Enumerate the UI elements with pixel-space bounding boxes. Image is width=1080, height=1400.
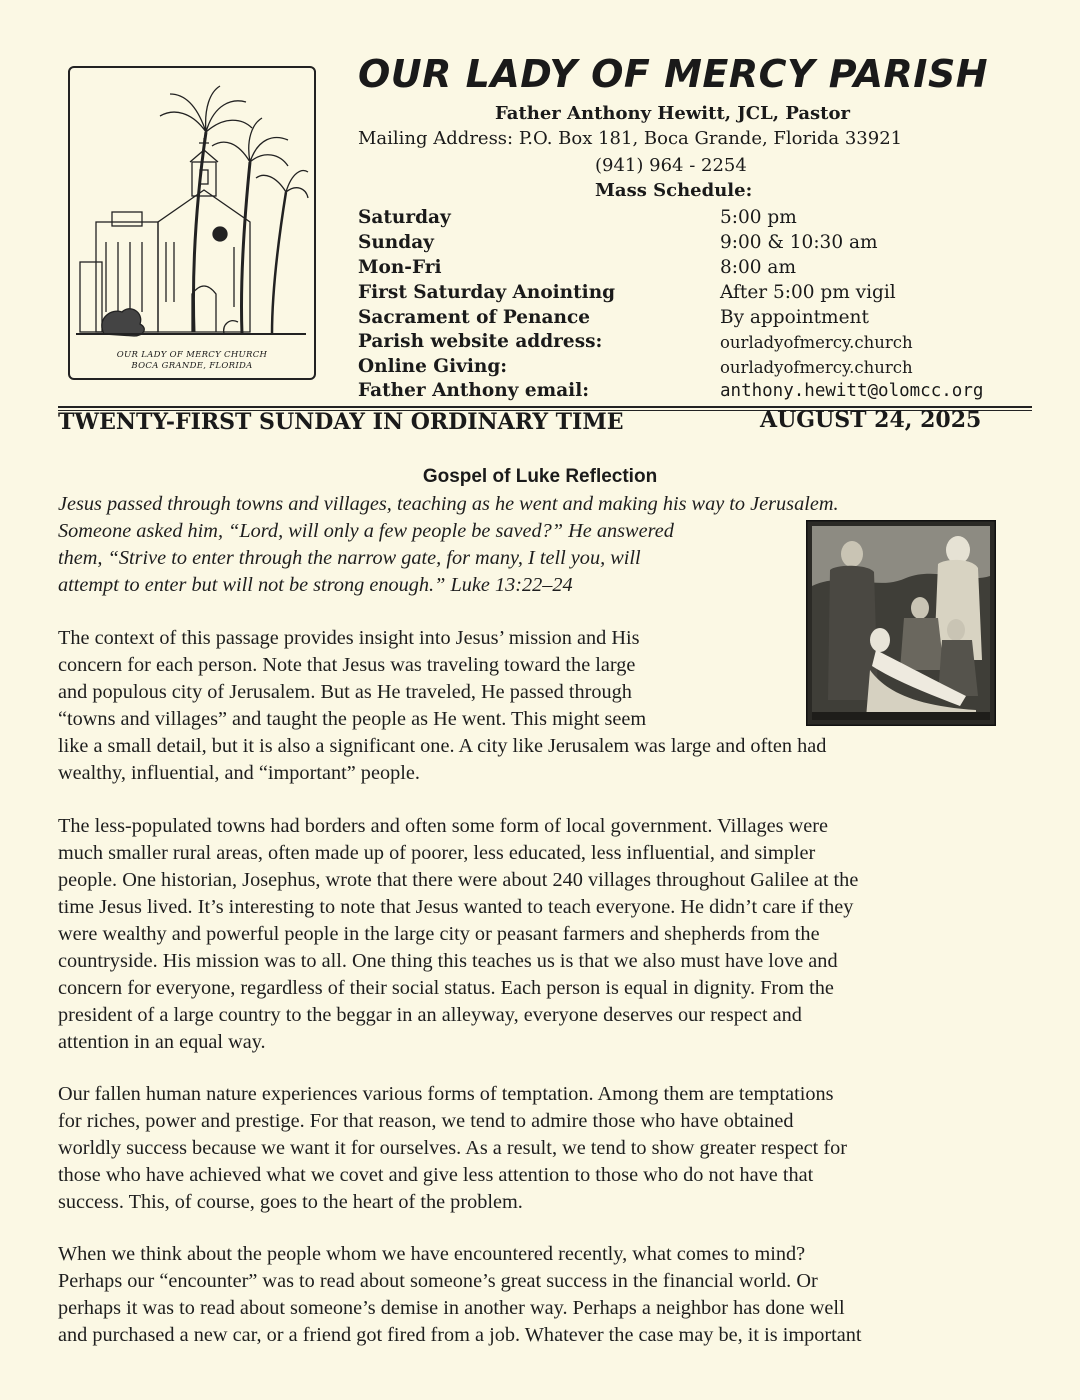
paragraph-line: wealthy, influential, and “important” people. <box>58 762 420 784</box>
schedule-row <box>358 232 1058 257</box>
paragraph-line: Perhaps our “encounter” was to read about someone’s great success in the financial world. Or <box>58 1270 818 1292</box>
email-link[interactable]: anthony.hewitt@olomcc.org <box>720 381 984 401</box>
paragraph-line: The less-populated towns had borders and often some form of local government. Villages were <box>58 815 829 837</box>
quote-line: Jesus passed through towns and villages, teaching as he went and making his way to Jerusalem. <box>58 493 839 515</box>
logo-caption <box>92 350 292 372</box>
paragraph-line: people. One historian, Josephus, wrote that there were about 240 villages throughout Galilee at the <box>58 869 859 891</box>
schedule-label: Online Giving: <box>358 356 508 377</box>
phone-number: (941) 964 - 2254 <box>595 155 747 176</box>
paragraph-line: time Jesus lived. It’s interesting to note that Jesus wanted to teach everyone. He didn’t care if they <box>58 896 854 918</box>
schedule-row <box>358 207 1058 232</box>
quote-line: them, “Strive to enter through the narrow gate, for many, I tell you, will <box>58 547 641 569</box>
schedule-label: Father Anthony email: <box>358 380 590 401</box>
schedule-label: Sunday <box>358 232 434 253</box>
schedule-label: Sacrament of Penance <box>358 307 590 328</box>
liturgical-sunday: TWENTY-FIRST SUNDAY IN ORDINARY TIME <box>58 409 624 435</box>
paragraph-line: and purchased a new car, or a friend got fired from a job. Whatever the case may be, it is important <box>58 1324 862 1346</box>
paragraph-line: concern for each person. Note that Jesus was traveling toward the large <box>58 654 636 676</box>
paragraph-line: and populous city of Jerusalem. But as He traveled, He passed through <box>58 681 632 703</box>
pieta-painting-icon <box>806 520 996 726</box>
paragraph-line: those who have achieved what we covet and give less attention to those who do not have that <box>58 1164 814 1186</box>
paragraph-line: Our fallen human nature experiences various forms of temptation. Among them are temptations <box>58 1083 834 1105</box>
schedule-value: After 5:00 pm vigil <box>720 282 896 303</box>
paragraph-line: “towns and villages” and taught the people as He went. This might seem <box>58 708 647 730</box>
quote-line: Someone asked him, “Lord, will only a few people be saved?” He answered <box>58 520 674 542</box>
quote-line: attempt to enter but will not be strong enough.” Luke 13:22–24 <box>58 574 573 596</box>
pastor-name: Father Anthony Hewitt, JCL, Pastor <box>495 103 850 124</box>
schedule-label: First Saturday Anointing <box>358 282 616 303</box>
schedule-row <box>358 257 1058 282</box>
church-logo <box>68 66 316 380</box>
online-giving-link[interactable]: ourladyofmercy.church <box>720 358 913 377</box>
schedule-row <box>358 356 1058 381</box>
schedule-value: 9:00 & 10:30 am <box>720 232 878 253</box>
paragraph-line: were wealthy and powerful people in the large city or peasant farmers and shepherds from the <box>58 923 820 945</box>
schedule-row <box>358 307 1058 332</box>
mass-schedule-title: Mass Schedule: <box>595 180 753 201</box>
mailing-address: Mailing Address: P.O. Box 181, Boca Grande, Florida 33921 <box>358 128 903 149</box>
schedule-row <box>358 380 1058 405</box>
schedule-label: Mon-Fri <box>358 257 442 278</box>
paragraph-line: countryside. His mission was to all. One thing this teaches us is that we also must have love and <box>58 950 838 972</box>
parish-title: OUR LADY OF MERCY PARISH <box>358 52 989 96</box>
church-drawing-icon <box>74 72 310 348</box>
schedule-row <box>358 282 1058 307</box>
paragraph-line: like a small detail, but it is also a significant one. A city like Jerusalem was large and often had <box>58 735 827 757</box>
paragraph-line: worldly success because we want it for ourselves. As a result, we tend to show greater respect for <box>58 1137 848 1159</box>
schedule-label: Saturday <box>358 207 451 228</box>
paragraph-line: president of a large country to the beggar in an alleyway, everyone deserves our respect and <box>58 1004 802 1026</box>
paragraph-line: When we think about the people whom we have encountered recently, what comes to mind? <box>58 1243 806 1265</box>
paragraph-line: The context of this passage provides insight into Jesus’ mission and His <box>58 627 640 649</box>
paragraph-line: success. This, of course, goes to the heart of the problem. <box>58 1191 523 1213</box>
reflection-title: Gospel of Luke Reflection <box>422 466 658 487</box>
logo-caption-line-1: OUR LADY OF MERCY CHURCH <box>116 350 268 360</box>
bulletin-date: AUGUST 24, 2025 <box>760 407 982 433</box>
paragraph-line: perhaps it was to read about someone’s demise in another way. Perhaps a neighbor has done well <box>58 1297 845 1319</box>
paragraph-line: for riches, power and prestige. For that reason, we tend to admire those who have obtained <box>58 1110 794 1132</box>
schedule-value: 8:00 am <box>720 257 796 278</box>
schedule-value: By appointment <box>720 307 869 328</box>
schedule-row <box>358 331 1058 356</box>
schedule-label: Parish website address: <box>358 331 603 352</box>
paragraph-line: much smaller rural areas, often made up of poorer, less educated, less influential, and simpler <box>58 842 816 864</box>
website-link[interactable]: ourladyofmercy.church <box>720 333 913 352</box>
paragraph-line: attention in an equal way. <box>58 1031 266 1053</box>
logo-caption-line-2: BOCA GRANDE, FLORIDA <box>131 361 253 371</box>
schedule-value: 5:00 pm <box>720 207 797 228</box>
paragraph-line: concern for everyone, regardless of their social status. Each person is equal in dignity. From the <box>58 977 834 999</box>
